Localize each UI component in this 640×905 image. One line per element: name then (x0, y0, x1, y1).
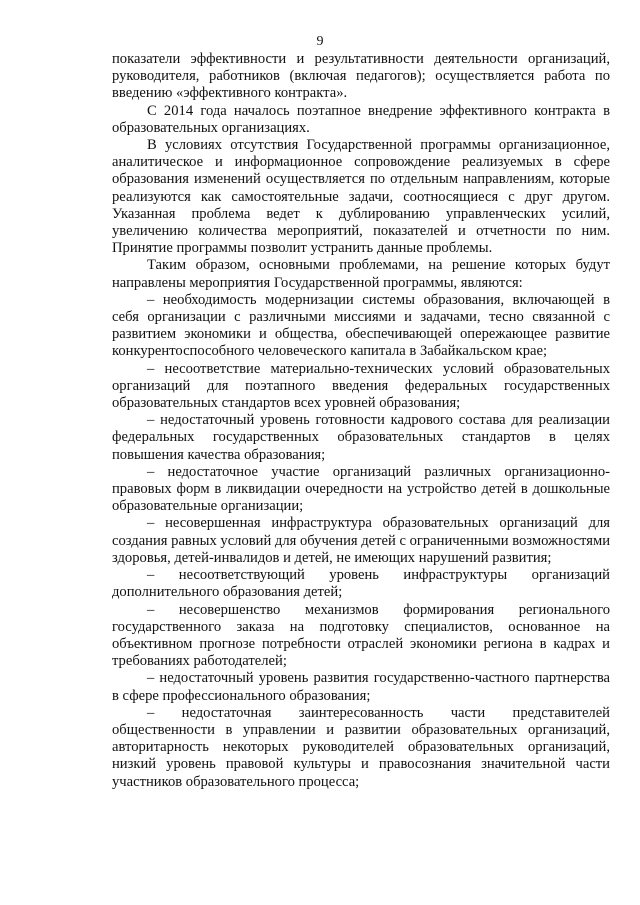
list-item-problem: – недостаточный уровень развития государственно-частного партнерства в сфере профессионального образования; (112, 670, 610, 704)
list-item-problem: – несоответствие материально-технических условий образовательных организаций для поэтапного введения федеральных государственных образовательных стандартов всех уровней образования; (112, 360, 610, 412)
paragraph-conditions: В условиях отсутствия Государственной программы организационное, аналитическое и информационное сопровождение реализуемых в сфере образования изменений осуществляется по отдельным направлениям, которые реализуются как самостоятельные задачи, соотносящиеся с друг другом. Указанная проблема ведет к дублированию управленческих усилий, увеличению количества мероприятий, показателей и отчетности по ним. Принятие программы позволит устранить данные проблемы. (112, 137, 610, 257)
paragraph-effective-contract: С 2014 года началось поэтапное внедрение эффективного контракта в образовательных организациях. (112, 102, 610, 136)
paragraph-continuation: показатели эффективности и результативности деятельности организаций, руководителя, работников (включая педагогов); осуществляется работа по введению «эффективного контракта». (112, 51, 610, 102)
list-item-problem: – недостаточное участие организаций различных организационно-правовых форм в ликвидации очередности на устройство детей в дошкольные образовательные организации; (112, 463, 610, 515)
page-number: 9 (316, 34, 324, 49)
list-item-problem: – несовершенная инфраструктура образовательных организаций для создания равных условий для обучения детей с ограниченными возможностями здоровья, детей-инвалидов и детей, не имеющих нарушений развития; (112, 515, 610, 566)
document-body (112, 51, 610, 791)
list-item-problem: – несовершенство механизмов формирования регионального государственного заказа на подготовку специалистов, основанное на объективном прогнозе потребности отраслей экономики региона в кадрах и требованиях работодателей; (112, 601, 610, 670)
list-item-problem: – недостаточная заинтересованность части представителей общественности в управлении и развитии образовательных организаций, авторитарность некоторых руководителей образовательных организаций, низкий уровень правовой культуры и правосознания значительной части участников образовательного процесса; (112, 704, 610, 790)
list-item-problem: – необходимость модернизации системы образования, включающей в себя организации с различными миссиями и задачами, тесно связанной с развитием экономики и общества, обеспечивающей опережающее развитие конкурентоспособного человеческого капитала в Забайкальском крае; (112, 291, 610, 360)
paragraph-main-problems: Таким образом, основными проблемами, на решение которых будут направлены мероприятия Государственной программы, являются: (112, 257, 610, 291)
list-item-problem: – недостаточный уровень готовности кадрового состава для реализации федеральных государственных образовательных стандартов в целях повышения качества образования; (112, 412, 610, 463)
list-item-problem: – несоответствующий уровень инфраструктуры организаций дополнительного образования детей; (112, 567, 610, 601)
